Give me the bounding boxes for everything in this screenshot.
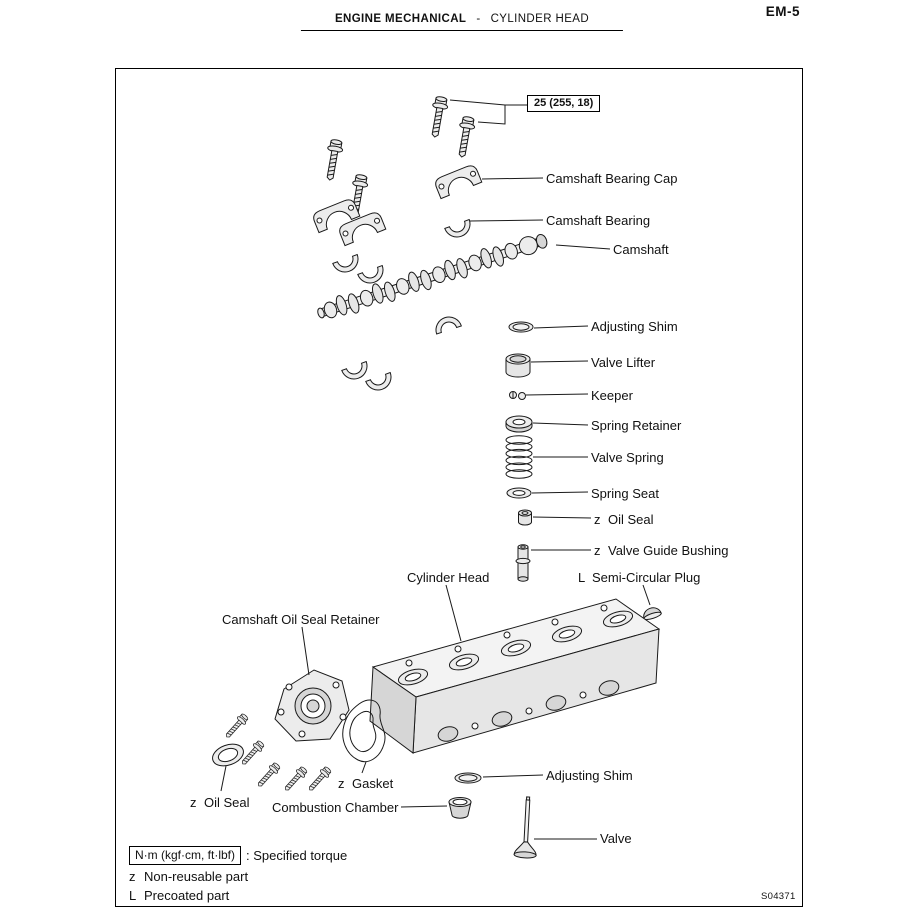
non-reusable-symbol: z [338,776,345,791]
adjusting-shim-top-part [509,322,533,332]
combustion-chamber-part [449,798,471,819]
legend [129,846,347,907]
label-cylinder-head: Cylinder Head [407,570,490,585]
legend-torque-desc: : Specified torque [246,848,348,863]
label-gasket: z Gasket [338,776,394,791]
adjusting-shim-bottom-part [455,773,481,783]
figure-box [115,68,803,907]
oil-seal-bottom-part [210,740,247,770]
label-combustion-chamber: Combustion Chamber [272,800,399,815]
valve-spring-part [506,436,532,478]
torque-spec-box: 25 (255, 18) [527,95,600,112]
legend-precoated-desc: Precoated part [144,888,230,903]
page-header-title [301,13,623,31]
label-camshaft-oil-seal-retainer: Camshaft Oil Seal Retainer [222,612,380,627]
precoated-symbol: L [578,570,586,585]
label-valve-guide-bushing: z Valve Guide Bushing [594,543,729,558]
label-oil-seal-bottom: z Oil Seal [190,795,250,810]
torque-key-box: N·m (kgf·cm, ft·lbf) [129,846,241,865]
label-semi-circular-plug: L Semi-Circular Plug [578,570,701,585]
legend-non-reusable-desc: Non-reusable part [144,869,249,884]
spring-seat-part [507,488,531,498]
oil-seal-part [519,510,532,525]
label-spring-retainer: Spring Retainer [591,418,682,433]
header-separator: - [476,13,481,25]
label-keeper: Keeper [591,388,633,403]
legend-non-reusable-row [129,869,347,884]
figure-code: S04371 [761,891,796,902]
label-camshaft-bearing-cap: Camshaft Bearing Cap [546,171,678,186]
non-reusable-symbol: z [594,543,601,558]
precoated-symbol: L [129,888,137,903]
camshaft-oil-seal-retainer-part [275,670,349,741]
label-valve-lifter: Valve Lifter [591,355,656,370]
non-reusable-symbol: z [594,512,601,527]
valve-lifter-part [506,354,530,377]
header-subsection: CYLINDER HEAD [490,13,590,25]
label-valve-spring: Valve Spring [591,450,664,465]
legend-torque-row [129,846,347,865]
label-spring-seat: Spring Seat [591,486,659,501]
spring-retainer-part [506,416,532,432]
label-oil-seal: z Oil Seal [594,512,654,527]
exploded-diagram [116,69,802,906]
non-reusable-symbol: z [190,795,197,810]
label-valve: Valve [600,831,632,846]
label-camshaft-bearing: Camshaft Bearing [546,213,651,228]
cylinder-head-part [370,599,659,753]
label-adjusting-shim-top: Adjusting Shim [591,319,678,334]
label-adjusting-shim-bottom: Adjusting Shim [546,768,633,783]
legend-precoated-row [129,888,347,903]
camshaft-bearing-cap-bolts [322,96,476,217]
label-camshaft: Camshaft [613,242,669,257]
page-code: EM-5 [765,4,800,19]
valve-part [514,796,539,858]
header-section: ENGINE MECHANICAL [334,13,467,25]
non-reusable-symbol: z [129,869,136,884]
keeper-part [510,392,526,400]
valve-guide-bushing-part [516,545,530,581]
